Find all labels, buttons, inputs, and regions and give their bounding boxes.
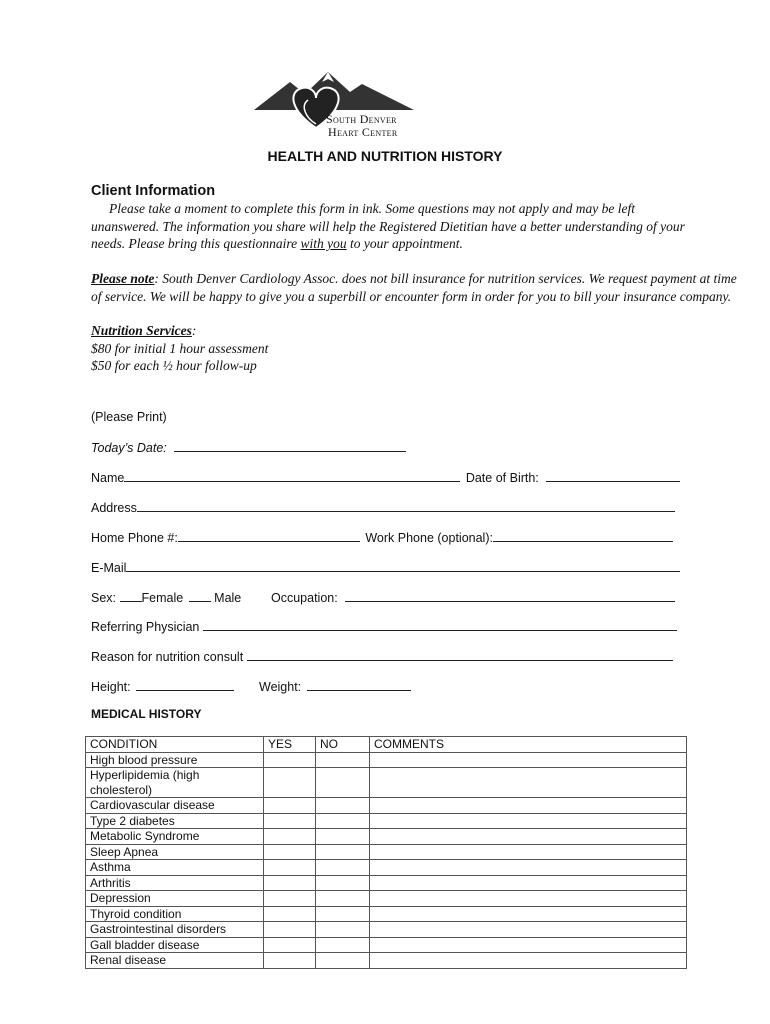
todays-date-row — [91, 439, 406, 456]
table-row — [86, 829, 687, 845]
referring-label: Referring Physician — [91, 620, 200, 634]
reason-label: Reason for nutrition consult — [91, 650, 244, 664]
comments-cell[interactable] — [370, 768, 687, 798]
reason-row — [91, 648, 673, 665]
weight-label: Weight: — [259, 680, 302, 694]
header-comments: COMMENTS — [370, 737, 687, 753]
yes-cell[interactable] — [264, 875, 316, 891]
yes-cell[interactable] — [264, 768, 316, 798]
no-cell[interactable] — [316, 844, 370, 860]
condition-cell: Thyroid condition — [86, 906, 264, 922]
header-condition: CONDITION — [86, 737, 264, 753]
weight-field[interactable] — [307, 678, 411, 691]
header-no: NO — [316, 737, 370, 753]
no-cell[interactable] — [316, 937, 370, 953]
comments-cell[interactable] — [370, 860, 687, 876]
email-label: E-Mail — [91, 561, 127, 575]
table-row — [86, 875, 687, 891]
services-label: Nutrition Services — [91, 323, 192, 338]
yes-cell[interactable] — [264, 860, 316, 876]
todays-date-field[interactable] — [174, 439, 406, 452]
comments-cell[interactable] — [370, 813, 687, 829]
email-row — [91, 559, 680, 576]
condition-cell: High blood pressure — [86, 752, 264, 768]
table-row — [86, 891, 687, 907]
medical-history-heading: MEDICAL HISTORY — [91, 707, 202, 721]
no-cell[interactable] — [316, 813, 370, 829]
please-print: (Please Print) — [91, 410, 167, 424]
no-cell[interactable] — [316, 922, 370, 938]
condition-cell: Renal disease — [86, 953, 264, 969]
service-item-1: $80 for initial 1 hour assessment — [91, 340, 269, 356]
yes-cell[interactable] — [264, 906, 316, 922]
no-cell[interactable] — [316, 891, 370, 907]
email-field[interactable] — [126, 559, 680, 572]
work-phone-field[interactable] — [493, 529, 673, 542]
table-row — [86, 798, 687, 814]
table-row — [86, 768, 687, 798]
condition-cell: Sleep Apnea — [86, 844, 264, 860]
intro-end: to your appointment. — [349, 236, 463, 251]
male-label: Male — [214, 591, 242, 605]
comments-cell[interactable] — [370, 752, 687, 768]
height-row — [91, 678, 234, 695]
note-paragraph — [91, 270, 746, 305]
yes-cell[interactable] — [264, 953, 316, 969]
occupation-label: Occupation: — [271, 591, 338, 605]
comments-cell[interactable] — [370, 922, 687, 938]
table-row — [86, 906, 687, 922]
female-label: Female — [141, 591, 184, 605]
address-field[interactable] — [137, 499, 675, 512]
name-row — [91, 469, 680, 486]
table-row — [86, 844, 687, 860]
condition-cell: Gastrointestinal disorders — [86, 922, 264, 938]
height-label: Height: — [91, 680, 131, 694]
weight-row — [259, 678, 411, 695]
table-row — [86, 937, 687, 953]
client-info-heading: Client Information — [91, 183, 216, 199]
yes-cell[interactable] — [264, 829, 316, 845]
condition-cell: Cardiovascular disease — [86, 798, 264, 814]
no-cell[interactable] — [316, 829, 370, 845]
comments-cell[interactable] — [370, 798, 687, 814]
home-phone-label: Home Phone #: — [91, 531, 178, 545]
comments-cell[interactable] — [370, 953, 687, 969]
header-yes: YES — [264, 737, 316, 753]
services-colon: : — [191, 323, 197, 338]
condition-cell: Asthma — [86, 860, 264, 876]
work-phone-label: Work Phone (optional): — [365, 531, 493, 545]
height-field[interactable] — [136, 678, 234, 691]
logo — [250, 70, 420, 142]
condition-cell: Arthritis — [86, 875, 264, 891]
no-cell[interactable] — [316, 752, 370, 768]
note-text: : South Denver Cardiology Assoc. does not bill insurance for nutrition services. We request payment at time of service. We will be happy to give you a superbill or encounter form in order for you to bill your insurance company. — [91, 271, 737, 304]
comments-cell[interactable] — [370, 829, 687, 845]
intro-text: Please take a moment to complete this form in ink. Some questions may not apply and may be left unanswered. The information you share will help the Registered Dietitian have a better understanding of your needs. Please bring this questionnaire — [91, 201, 685, 251]
address-label: Address — [91, 501, 137, 515]
home-phone-field[interactable] — [178, 529, 360, 542]
note-label: Please note — [91, 271, 155, 286]
comments-cell[interactable] — [370, 937, 687, 953]
yes-cell[interactable] — [264, 813, 316, 829]
no-cell[interactable] — [316, 875, 370, 891]
yes-cell[interactable] — [264, 844, 316, 860]
intro-paragraph — [91, 200, 701, 253]
logo-text-1: South Denver — [326, 112, 397, 126]
page-title: HEALTH AND NUTRITION HISTORY — [267, 148, 503, 164]
condition-cell: Metabolic Syndrome — [86, 829, 264, 845]
yes-cell[interactable] — [264, 798, 316, 814]
service-item-2: $50 for each ½ hour follow-up — [91, 358, 257, 373]
name-field[interactable] — [124, 469, 460, 482]
no-cell[interactable] — [316, 798, 370, 814]
no-cell[interactable] — [316, 953, 370, 969]
no-cell[interactable] — [316, 860, 370, 876]
condition-cell: Gall bladder disease — [86, 937, 264, 953]
todays-date-label: Today’s Date: — [91, 441, 167, 455]
yes-cell[interactable] — [264, 937, 316, 953]
comments-cell[interactable] — [370, 906, 687, 922]
intro-emphasis: with you — [300, 236, 347, 251]
medical-history-table — [85, 736, 687, 969]
referring-field[interactable] — [203, 618, 677, 631]
dob-field[interactable] — [546, 469, 680, 482]
table-row — [86, 813, 687, 829]
table-row — [86, 922, 687, 938]
condition-cell: Type 2 diabetes — [86, 813, 264, 829]
table-row — [86, 860, 687, 876]
name-label: Name — [91, 471, 125, 485]
table-row — [86, 953, 687, 969]
logo-text-2: Heart Center — [328, 125, 398, 139]
comments-cell[interactable] — [370, 844, 687, 860]
yes-cell[interactable] — [264, 891, 316, 907]
address-row — [91, 499, 675, 516]
no-cell[interactable] — [316, 768, 370, 798]
condition-cell: Depression — [86, 891, 264, 907]
dob-label: Date of Birth: — [465, 471, 539, 485]
services-block — [91, 322, 268, 375]
condition-cell: Hyperlipidemia (high cholesterol) — [86, 768, 264, 798]
yes-cell[interactable] — [264, 922, 316, 938]
referring-row — [91, 618, 677, 635]
female-checkbox-line[interactable] — [120, 589, 142, 602]
comments-cell[interactable] — [370, 891, 687, 907]
reason-field[interactable] — [247, 648, 673, 661]
yes-cell[interactable] — [264, 752, 316, 768]
comments-cell[interactable] — [370, 875, 687, 891]
occupation-row — [271, 589, 675, 606]
male-checkbox-line[interactable] — [189, 589, 211, 602]
table-header-row — [86, 737, 687, 753]
occupation-field[interactable] — [345, 589, 675, 602]
table-row — [86, 752, 687, 768]
sex-row — [91, 589, 241, 606]
phone-row — [91, 529, 673, 546]
no-cell[interactable] — [316, 906, 370, 922]
sex-label: Sex: — [91, 591, 117, 605]
